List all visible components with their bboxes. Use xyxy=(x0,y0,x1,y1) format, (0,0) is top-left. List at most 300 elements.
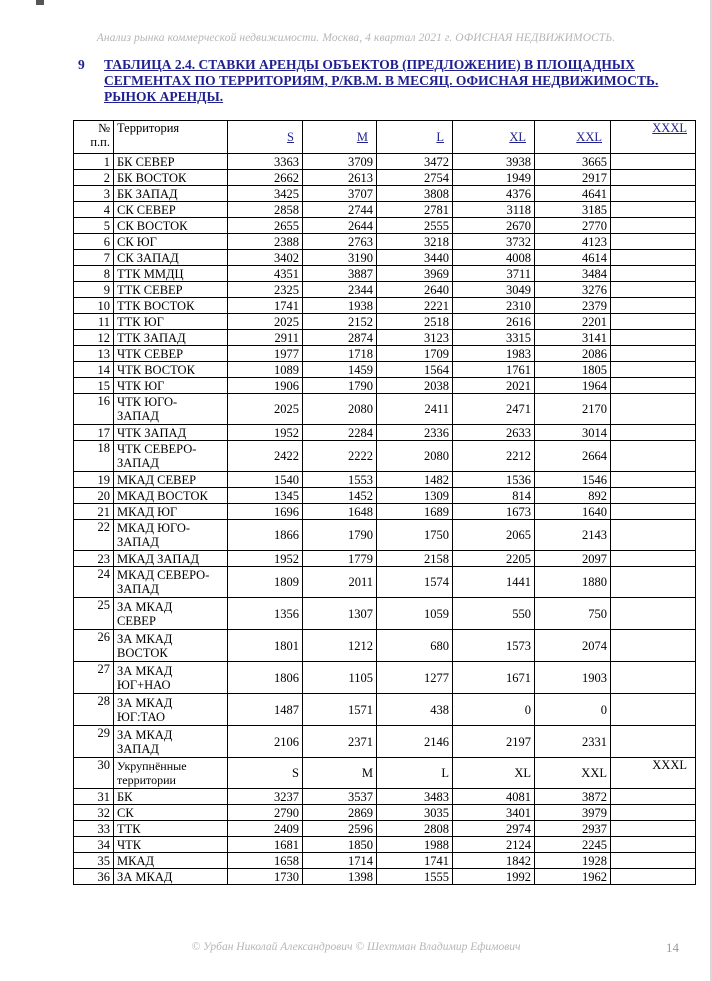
rate-xl: 1842 xyxy=(453,853,535,869)
table-row xyxy=(74,441,696,472)
rate-m: 1212 xyxy=(303,630,377,662)
territory-cell xyxy=(114,441,228,472)
rate-m: 2869 xyxy=(303,805,377,821)
rate-xxl: 1928 xyxy=(535,853,611,869)
rate-l: 3035 xyxy=(377,805,453,821)
size-header-m: M xyxy=(303,121,377,154)
territory-line1: МКАД ЮГ xyxy=(117,504,178,519)
aggregate-header-line1: Укрупнённые xyxy=(117,759,187,773)
rate-m: 2371 xyxy=(303,726,377,758)
territory-cell xyxy=(114,298,228,314)
aggregate-row xyxy=(74,805,696,821)
rate-xxxl xyxy=(611,250,696,266)
territory-line1: ТТК ЗАПАД xyxy=(117,330,186,345)
rate-xl: 3049 xyxy=(453,282,535,298)
territory-cell xyxy=(114,266,228,282)
rate-xxxl xyxy=(611,837,696,853)
rate-l: 2221 xyxy=(377,298,453,314)
aggregate-header-row xyxy=(74,758,696,789)
aggregate-header-line2: территории xyxy=(117,773,176,787)
rate-xxl: 2917 xyxy=(535,170,611,186)
row-number: 27 xyxy=(74,662,114,694)
rate-xxxl xyxy=(611,314,696,330)
territory-line1: ТТК ВОСТОК xyxy=(117,298,195,313)
rate-s: 2655 xyxy=(228,218,303,234)
rate-xl: 1536 xyxy=(453,472,535,488)
table-row xyxy=(74,662,696,694)
territory-line1: ТТК ЮГ xyxy=(117,314,164,329)
rate-xxxl xyxy=(611,694,696,726)
territory-line1: МКАД ВОСТОК xyxy=(117,488,208,503)
rate-xxxl xyxy=(611,394,696,425)
rate-xxl: 2379 xyxy=(535,298,611,314)
rate-s: 1741 xyxy=(228,298,303,314)
rate-m: 2011 xyxy=(303,567,377,598)
rate-l: 2146 xyxy=(377,726,453,758)
territory-cell xyxy=(114,488,228,504)
territory-line2: ЗАПАД xyxy=(117,535,159,549)
table-row xyxy=(74,520,696,551)
rate-m: 2080 xyxy=(303,394,377,425)
rate-m: 1571 xyxy=(303,694,377,726)
rate-s: 1809 xyxy=(228,567,303,598)
territory-line2: ВОСТОК xyxy=(117,645,168,660)
territory-cell xyxy=(114,551,228,567)
rate-xxxl xyxy=(611,869,696,885)
territory-line1: МКАД ЗАПАД xyxy=(117,551,200,566)
table-row xyxy=(74,266,696,282)
number-column-header xyxy=(74,121,114,154)
territory-cell xyxy=(114,726,228,758)
size-header-xxxl: XXXL xyxy=(611,121,696,154)
table-row xyxy=(74,362,696,378)
row-number: 33 xyxy=(74,821,114,837)
rate-m: 1938 xyxy=(303,298,377,314)
rate-l: 1689 xyxy=(377,504,453,520)
row-number: 2 xyxy=(74,170,114,186)
table-header-row xyxy=(74,121,696,154)
rate-xl: 4376 xyxy=(453,186,535,202)
rate-xxxl xyxy=(611,330,696,346)
rate-l: 3808 xyxy=(377,186,453,202)
rate-xxl: 3665 xyxy=(535,154,611,170)
rate-xl: 2670 xyxy=(453,218,535,234)
table-row xyxy=(74,170,696,186)
rate-xxxl xyxy=(611,202,696,218)
rate-xxl: 3872 xyxy=(535,789,611,805)
rate-xl: 2471 xyxy=(453,394,535,425)
territory-line2: ЮГ+НАО xyxy=(117,677,171,692)
rate-l: 2080 xyxy=(377,441,453,472)
rate-l: 438 xyxy=(377,694,453,726)
rate-xxxl xyxy=(611,821,696,837)
territory-line1: ЧТК СЕВЕРО- xyxy=(117,442,197,456)
aggregate-size-xxl: XXL xyxy=(535,758,611,789)
rate-s: 1801 xyxy=(228,630,303,662)
rate-xxxl xyxy=(611,504,696,520)
rate-xl: 1949 xyxy=(453,170,535,186)
rate-m: 3707 xyxy=(303,186,377,202)
rate-s: 3363 xyxy=(228,154,303,170)
rate-l: 1988 xyxy=(377,837,453,853)
rate-xl: 2205 xyxy=(453,551,535,567)
rate-xl: 2021 xyxy=(453,378,535,394)
rate-xxxl xyxy=(611,346,696,362)
rate-l: 2518 xyxy=(377,314,453,330)
rate-xxl: 750 xyxy=(535,598,611,630)
territory-line1: ЗА МКАД xyxy=(117,695,173,710)
rate-l: 2781 xyxy=(377,202,453,218)
rate-xxl: 1880 xyxy=(535,567,611,598)
territory-line1: ЗА МКАД xyxy=(117,631,173,646)
territory-line1: ТТК СЕВЕР xyxy=(117,282,183,297)
territory-line1: СК ВОСТОК xyxy=(117,218,188,233)
rate-xxxl xyxy=(611,234,696,250)
territory-cell xyxy=(114,202,228,218)
rate-m: 2152 xyxy=(303,314,377,330)
rate-xxl: 1962 xyxy=(535,869,611,885)
rate-l: 2640 xyxy=(377,282,453,298)
rate-xl: 2633 xyxy=(453,425,535,441)
rate-m: 1718 xyxy=(303,346,377,362)
rate-l: 2038 xyxy=(377,378,453,394)
rate-xxxl xyxy=(611,551,696,567)
table-row xyxy=(74,394,696,425)
territory-cell xyxy=(114,378,228,394)
rate-xxl: 1903 xyxy=(535,662,611,694)
row-number: 25 xyxy=(74,598,114,630)
rate-xl: 1992 xyxy=(453,869,535,885)
rate-xxl: 3185 xyxy=(535,202,611,218)
rate-m: 2344 xyxy=(303,282,377,298)
rate-xxxl xyxy=(611,630,696,662)
table-row xyxy=(74,472,696,488)
rate-l: 1574 xyxy=(377,567,453,598)
rate-l: 1555 xyxy=(377,869,453,885)
rate-s: 2025 xyxy=(228,314,303,330)
territory-cell xyxy=(114,250,228,266)
rate-l: 1741 xyxy=(377,853,453,869)
row-number: 6 xyxy=(74,234,114,250)
territory-line2: ЗАПАД xyxy=(117,456,159,470)
territory-line2: ЗАПАД xyxy=(117,582,159,596)
territory-line1: ЧТК СЕВЕР xyxy=(117,346,184,361)
territory-cell xyxy=(114,630,228,662)
rate-l: 3472 xyxy=(377,154,453,170)
rate-xxl: 3141 xyxy=(535,330,611,346)
table-row xyxy=(74,567,696,598)
rate-l: 2555 xyxy=(377,218,453,234)
row-number: 21 xyxy=(74,504,114,520)
territory-line1: БК ЗАПАД xyxy=(117,186,178,201)
territory-line1: СК ЗАПАД xyxy=(117,250,179,265)
rate-xxxl xyxy=(611,170,696,186)
rate-xxxl xyxy=(611,362,696,378)
row-number: 26 xyxy=(74,630,114,662)
row-number: 23 xyxy=(74,551,114,567)
rate-xxxl xyxy=(611,567,696,598)
rate-s: 1866 xyxy=(228,520,303,551)
rate-m: 2284 xyxy=(303,425,377,441)
rate-xl: 4008 xyxy=(453,250,535,266)
rate-xl: 3732 xyxy=(453,234,535,250)
table-row xyxy=(74,694,696,726)
rate-s: 1696 xyxy=(228,504,303,520)
rate-xl: 2974 xyxy=(453,821,535,837)
rate-xl: 1761 xyxy=(453,362,535,378)
rate-m: 1553 xyxy=(303,472,377,488)
territory-cell xyxy=(114,218,228,234)
rate-s: 1977 xyxy=(228,346,303,362)
table-row xyxy=(74,504,696,520)
territory-line1: ЧТК ЮГО- xyxy=(117,395,178,409)
table-row xyxy=(74,314,696,330)
aggregate-row xyxy=(74,869,696,885)
rate-s: 1658 xyxy=(228,853,303,869)
rate-l: 1564 xyxy=(377,362,453,378)
rate-m: 2874 xyxy=(303,330,377,346)
territory-line1: ЧТК ЮГ xyxy=(117,378,165,393)
section-number: 9 xyxy=(78,57,85,72)
row-number: 35 xyxy=(74,853,114,869)
territory-cell xyxy=(114,330,228,346)
territory-line1: ЗА МКАД xyxy=(117,727,173,742)
territory-line1: БК ВОСТОК xyxy=(117,170,187,185)
row-number: 30 xyxy=(74,758,114,789)
row-number: 31 xyxy=(74,789,114,805)
rate-xxxl xyxy=(611,266,696,282)
rate-xxl: 2664 xyxy=(535,441,611,472)
territory-line2: ЗАПАД xyxy=(117,741,159,756)
rate-xxl: 1546 xyxy=(535,472,611,488)
rate-s: 1730 xyxy=(228,869,303,885)
rate-l: 1059 xyxy=(377,598,453,630)
rate-s: 1952 xyxy=(228,551,303,567)
territory-line1: СК СЕВЕР xyxy=(117,202,176,217)
running-header: Анализ рынка коммерческой недвижимости. Москва, 4 квартал 2021 г. ОФИСНАЯ НЕДВИЖИМОСТЬ. xyxy=(96,32,616,44)
rate-xl: 2065 xyxy=(453,520,535,551)
rate-l: 1750 xyxy=(377,520,453,551)
territory-cell xyxy=(114,662,228,694)
rate-l: 1709 xyxy=(377,346,453,362)
rate-xl: 0 xyxy=(453,694,535,726)
rate-xxxl xyxy=(611,425,696,441)
rate-s: 2662 xyxy=(228,170,303,186)
rate-m: 1714 xyxy=(303,853,377,869)
table-row xyxy=(74,234,696,250)
rate-xxl: 1805 xyxy=(535,362,611,378)
rate-s: 2858 xyxy=(228,202,303,218)
row-number: 8 xyxy=(74,266,114,282)
row-number: 22 xyxy=(74,520,114,551)
territory-cell: СК xyxy=(114,805,228,821)
territory-line1: ТТК ММДЦ xyxy=(117,266,184,281)
table-row xyxy=(74,154,696,170)
rate-xxl: 4641 xyxy=(535,186,611,202)
territory-column-header: Территория xyxy=(114,121,228,154)
rate-xl: 3118 xyxy=(453,202,535,218)
territory-cell xyxy=(114,362,228,378)
rate-s: 2025 xyxy=(228,394,303,425)
table-row xyxy=(74,378,696,394)
territory-line2: ЮГ:ТАО xyxy=(117,709,165,724)
row-number: 34 xyxy=(74,837,114,853)
number-header-line1: № xyxy=(98,121,110,135)
rate-xl: 1671 xyxy=(453,662,535,694)
aggregate-size-l: L xyxy=(377,758,453,789)
rate-xl: 550 xyxy=(453,598,535,630)
table-title: ТАБЛИЦА 2.4. СТАВКИ АРЕНДЫ ОБЪЕКТОВ (ПРЕДЛОЖЕНИЕ) В ПЛОЩАДНЫХ СЕГМЕНТАХ ПО ТЕРРИТОРИЯМ, Р/КВ.М. В МЕСЯЦ. ОФИСНАЯ НЕДВИЖИМОСТЬ. РЫНОК АРЕНДЫ. xyxy=(104,57,659,104)
rate-m: 1398 xyxy=(303,869,377,885)
territory-cell xyxy=(114,282,228,298)
rate-xxl: 4614 xyxy=(535,250,611,266)
rate-s: 1089 xyxy=(228,362,303,378)
aggregate-row xyxy=(74,837,696,853)
row-number: 29 xyxy=(74,726,114,758)
rate-m: 2596 xyxy=(303,821,377,837)
rate-m: 1307 xyxy=(303,598,377,630)
aggregate-territory-header xyxy=(114,758,228,789)
row-number: 11 xyxy=(74,314,114,330)
territory-cell xyxy=(114,234,228,250)
table-row xyxy=(74,186,696,202)
rate-l: 1482 xyxy=(377,472,453,488)
rate-xxl: 892 xyxy=(535,488,611,504)
row-number: 9 xyxy=(74,282,114,298)
rate-xl: 1441 xyxy=(453,567,535,598)
rate-xxl: 4123 xyxy=(535,234,611,250)
territory-line1: БК СЕВЕР xyxy=(117,154,175,169)
territory-cell: ТТК xyxy=(114,821,228,837)
rate-xxl: 2086 xyxy=(535,346,611,362)
rate-xxxl xyxy=(611,218,696,234)
territory-line1: ЧТК ЗАПАД xyxy=(117,425,187,440)
territory-line1: МКАД СЕВЕРО- xyxy=(117,568,210,582)
rate-xxl: 2770 xyxy=(535,218,611,234)
size-header-xl: XL xyxy=(453,121,535,154)
territory-cell xyxy=(114,504,228,520)
table-row xyxy=(74,346,696,362)
rate-l: 2158 xyxy=(377,551,453,567)
row-number: 32 xyxy=(74,805,114,821)
territory-cell: ЗА МКАД xyxy=(114,869,228,885)
territory-line2: ЗАПАД xyxy=(117,409,159,423)
territory-line1: ЗА МКАД xyxy=(117,599,173,614)
rate-xxl: 3276 xyxy=(535,282,611,298)
aggregate-row xyxy=(74,821,696,837)
rate-s: 1487 xyxy=(228,694,303,726)
rate-l: 1277 xyxy=(377,662,453,694)
row-number: 36 xyxy=(74,869,114,885)
territory-cell: ЧТК xyxy=(114,837,228,853)
rate-xl: 3938 xyxy=(453,154,535,170)
row-number: 16 xyxy=(74,394,114,425)
rate-m: 1850 xyxy=(303,837,377,853)
rate-xxxl xyxy=(611,598,696,630)
table-row xyxy=(74,425,696,441)
rate-xl: 3401 xyxy=(453,805,535,821)
aggregate-size-xl: XL xyxy=(453,758,535,789)
rate-xxl: 2143 xyxy=(535,520,611,551)
rate-l: 3969 xyxy=(377,266,453,282)
row-number: 5 xyxy=(74,218,114,234)
top-edge-mark xyxy=(36,0,44,5)
rate-xxxl xyxy=(611,282,696,298)
aggregate-size-s: S xyxy=(228,758,303,789)
rate-xl: 2197 xyxy=(453,726,535,758)
rate-l: 3440 xyxy=(377,250,453,266)
rate-m: 2744 xyxy=(303,202,377,218)
territory-cell xyxy=(114,472,228,488)
row-number: 17 xyxy=(74,425,114,441)
rate-xxxl xyxy=(611,662,696,694)
size-header-xxl: XXL xyxy=(535,121,611,154)
rate-xxxl xyxy=(611,853,696,869)
rental-rates-table xyxy=(73,120,696,885)
row-number: 28 xyxy=(74,694,114,726)
rate-m: 2763 xyxy=(303,234,377,250)
territory-line1: ЧТК ВОСТОК xyxy=(117,362,195,377)
rate-m: 1452 xyxy=(303,488,377,504)
rate-xl: 1573 xyxy=(453,630,535,662)
territory-cell: БК xyxy=(114,789,228,805)
row-number: 19 xyxy=(74,472,114,488)
rate-s: 1806 xyxy=(228,662,303,694)
rate-m: 2644 xyxy=(303,218,377,234)
rate-xxl: 1640 xyxy=(535,504,611,520)
rate-s: 2422 xyxy=(228,441,303,472)
row-number: 15 xyxy=(74,378,114,394)
territory-cell xyxy=(114,520,228,551)
table-row xyxy=(74,726,696,758)
rate-m: 2613 xyxy=(303,170,377,186)
rate-s: 1952 xyxy=(228,425,303,441)
rate-xxl: 2937 xyxy=(535,821,611,837)
rate-l: 3483 xyxy=(377,789,453,805)
rate-l: 1309 xyxy=(377,488,453,504)
rate-xxxl xyxy=(611,488,696,504)
territory-cell xyxy=(114,170,228,186)
territory-line1: МКАД СЕВЕР xyxy=(117,472,197,487)
rate-xxxl xyxy=(611,805,696,821)
rate-s: 2409 xyxy=(228,821,303,837)
rate-l: 2754 xyxy=(377,170,453,186)
rate-m: 1105 xyxy=(303,662,377,694)
size-header-l: L xyxy=(377,121,453,154)
table-row xyxy=(74,298,696,314)
territory-line1: МКАД ЮГО- xyxy=(117,521,191,535)
aggregate-size-xxxl: XXXL xyxy=(611,758,696,789)
aggregate-row xyxy=(74,789,696,805)
rate-xxl: 2170 xyxy=(535,394,611,425)
rate-xl: 2616 xyxy=(453,314,535,330)
rate-m: 3190 xyxy=(303,250,377,266)
row-number: 18 xyxy=(74,441,114,472)
rate-l: 3218 xyxy=(377,234,453,250)
rate-l: 3123 xyxy=(377,330,453,346)
row-number: 3 xyxy=(74,186,114,202)
table-row xyxy=(74,630,696,662)
table-row xyxy=(74,250,696,266)
rate-xxxl xyxy=(611,378,696,394)
copyright-footer: © Урбан Николай Александрович © Шехтман Владимир Ефимович xyxy=(191,941,521,953)
rate-xl: 4081 xyxy=(453,789,535,805)
rate-xxl: 3484 xyxy=(535,266,611,282)
rate-s: 3237 xyxy=(228,789,303,805)
size-header-s: S xyxy=(228,121,303,154)
rate-s: 2911 xyxy=(228,330,303,346)
row-number: 7 xyxy=(74,250,114,266)
